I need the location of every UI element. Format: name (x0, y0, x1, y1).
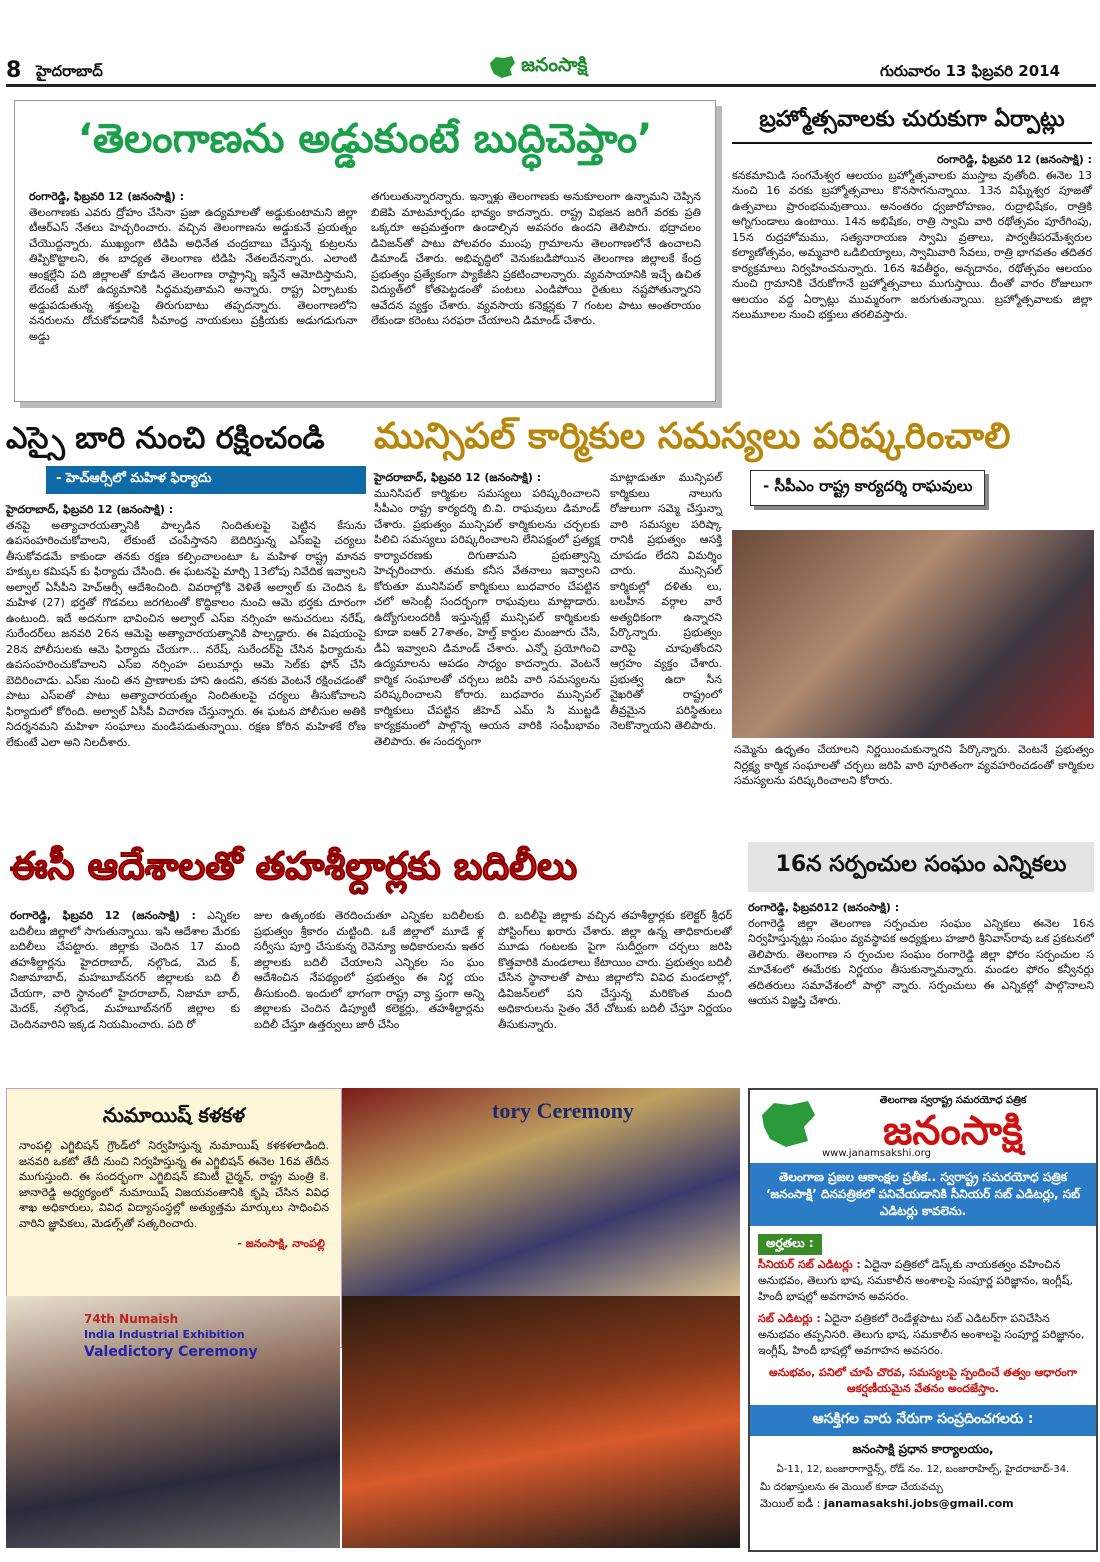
story-transfers-col1 (10, 908, 240, 1032)
masthead-logo-text: జనంసాక్షి (521, 54, 588, 76)
story-transfers-col3 (498, 908, 732, 1032)
story-telangana-headline: ‘తెలంగాణను అడ్డుకుంటే బుద్ధిచెప్తాం’ (77, 116, 653, 162)
story-telangana (14, 100, 716, 402)
story-municipal-text3: సమ్మెను ఉధృతం చేయాలని నిర్ణయించుకున్నారని పేర్కొన్నారు. వెంటనే ప్రభుత్వం నిర్లక్ష్య కార్మిక సంఘాలతో చర్చలు జరిపి వారి పూరితంగా వ్యవహరించడంతో కార్మికుల సమస్యలను పరిష్కరించాలని కోరారు. (734, 743, 1094, 787)
story-municipal-headline: మున్సిపల్ కార్మికుల సమస్యలు పరిష్కరించాలి (374, 416, 1011, 457)
story-telangana-col2 (371, 189, 701, 329)
telangana-map-icon (488, 55, 516, 79)
story-brahmotsavam-dateline: రంగారెడ్డి, ఫిబ్రవరి 12 (జనంసాక్షి) : (937, 153, 1092, 166)
photo-banner-text: tory Ceremony (492, 1098, 634, 1123)
ad-q1-label: సీనియర్ సబ్ ఎడిటర్లు : (758, 1258, 861, 1271)
ad-header (750, 1090, 1096, 1154)
story-si-headline: ఎస్సై బారి నుంచి రక్షించండి (6, 421, 325, 456)
recruitment-ad (748, 1088, 1098, 1552)
ad-logo: జనంసాక్షి (883, 1108, 1023, 1154)
story-brahmotsavam-text: కనకమామిడి సంగమేశ్వర ఆలయం బ్రహ్మోత్సవాలకు ముస్తాబ వుతోంది. ఈనెల 13 నుంచి 16 వరకు బ్రహ్మోత్సవాలు కొనసాగనున్నాయి. 13న విఘ్నేశ్వర పూజతో ఉత్సవాలు ప్రారంభమవుతాయి. అనంతరం ధ్వజారోహణం, రుద్రాభిషేకం, రాత్రికి అగ్నిగుండాలు ఉంటాయి. 14న అభిషేకం, రాత్రి స్వామి వారి రథోత్సవం పూరేగింపు, 15న రుద్రహోమము, సత్యనారాయణ స్వామి వ్రతాలు, పార్వతీపరమేశ్వరుల కల్యాణోత్సవం, అమ్మవారి ఒడిబియ్యాలు, స్వామివారి సేవలు, రాత్రి భాగవతం తదితర కార్యక్రమాలు నిర్వహించనున్నారు. 16న శివతీర్థం, అన్నదానం, రథోత్సవం ఆలయం నుంచి గ్రామానికి చేరుకోగానే బ్రహ్మోత్సవాలు ముగుస్తాయి. దీంతో వారం రోజులుగా ఆలయం వద్ద ఏర్పాట్లు ముమ్మరంగా జరుగుతున్నాయి. బ్రహ్మోత్సవాలకు జిల్లా నలుమూలల నుంచి భక్తులు తరలివస్తారు. (732, 168, 1092, 321)
story-transfers-text3: ది. బదిలీపై జిల్లాకు వచ్చిన తహశీల్దార్లకు కలెక్టర్ శ్రీధర్ పోస్టింగ్‌లు ఖరారు చేశారు. జిల్లా ఉన్న తాధికారులతో మూడు గంటలకు పైగా సుదీర్ఘంగా చర్చలు జరిపి కొత్తవారికి మండలాలు కేటాయిం చారు. ప్రభుత్వం బదిలీ చేసిన స్థానాలతో పాటు జిల్లాలోని వివిధ మండలాల్లో, డివిజన్‌లలో పని చేస్తున్న మరికొంత మంది అధికారులను సైతం వేరే చోటుకు బదిలీ చేస్తూ నిర్ణయం తీసుకున్నారు. (498, 909, 732, 1031)
ad-email-label: మెయిల్ ఐడీ : (760, 1497, 821, 1510)
story-sarpanch (748, 842, 1094, 1078)
story-si-text: తనపై అత్యాచారయత్నానికి పాల్పడిన నిందితులపై పెట్టిన కేసును ఉపసంహరించుకోవాలని, లేకుంటే చంపేస్తానని బెదిరిస్తున్న ఎస్ఐపై చర్యలు తీసుకోవడమే కాకుండా తనకు రక్షణ కల్పించాలంటూ ఓ మహిళ రాష్ట్ర మానవ హక్కుల కమిషన్ కు ఫిర్యాదు చేసింది. ఈ ఘటనపై మార్చి 13లోపు నివేదిక ఇవ్వాలని అల్వాల్ ఏసీపీని హెచ్ఆర్సీ ఆదేశించింది. వివరాల్లోకి వెళితే అల్వాల్ కు చెందిన ఓ మహిళ (27) భర్తతో గొడవలు జరగటంతో కొద్దికాలం నుంచి ఆమె భర్తకు దూరంగా ఉంటుంది. ఇదే అదనుగా భావించిన అల్వాల్ ఎస్ఐ నర్సింహ అనుచరులు నరేష్, సురేందర్‌లు జనవరి 26న ఆమెపై అత్యాచారయత్నానికి పాల్పడ్డారు. ఈ విషయంపై 28న పోలీసులకు ఆమె ఫిర్యాదు చేయగా... నరేష్, సురేందర్‌పై చేసిన ఫిర్యాదును ఉపసంహరించుకోవాలని ఎస్ఐ నర్సింహ పలుమార్లు ఆమె సెల్‌కు ఫోన్ చేసి బెదిరించాడు. ఎస్ఐ నుంచి తన ప్రాణాలకు హాని ఉందని, తనకు వెంటనే రక్షించడంతో పాటు ఎస్ఐతో పాటు అత్యాచారయత్నం నిందితులపై చర్యలు తీసుకోవాలని ఫిర్యాదులో కోరింది. అల్వాల్ ఏసీపీ విచారణ చేస్తున్నారు. ఈ ఘటన పోలీసుల అతికి నిదర్శనమని మహిళా సంఘాలు మండిపడుతున్నాయి. రక్షణ కోరిన మహిళకే రోణ లేకుంటే ఎలా అని నిలదీశారు. (6, 518, 366, 749)
numaish-ceremony-photo-1 (342, 1088, 740, 1296)
story-municipal (374, 412, 1096, 832)
issue-date: గురువారం 13 ఫిబ్రవరి 2014 (880, 62, 1061, 80)
story-telangana-text2: తగులుతున్నారన్నారు. ఇన్నాళ్లు తెలంగాణకు అనుకూలంగా ఉన్నామని చెప్పిన బిజెపి మాటమార్చడం భావ్యం కాదన్నారు. రాష్ట్ర విభజన జరిగే వరకు ప్రతి ఒక్కరూ అప్రమత్తంగా ఉండాల్సిన అవసరం ఉందని తెలిపారు. భద్రాచలం డివిజన్‌తో పాటు పోలవరం ముంపు గ్రామాలను తెలంగాణలోనే ఉంచాలని డిమాండ్ చేశారు. అభివృద్ధిలో వెనుకబడిపోయిన తెలంగాణ జిల్లాలకే కేంద్ర ప్రభుత్వం ప్రత్యేకంగా ప్యాకేజీని ప్రకటించాలన్నారు. వ్యవసాయానికి ఇచ్చే ఉచిత విద్యుత్‌లో కోతపెట్టడంతో పంటలు ఎండిపోయి రైతులు నష్టపోతున్నారని ఆవేదన వ్యక్తం చేశారు. వ్యవసాయ కనెక్షన్లకు 7 గంటల పాటు అంతరాయం లేకుండా కరెంటు సరఫరా చేయాలని డిమాండ్ చేశారు. (371, 190, 701, 327)
story-sarpanch-headline: 16న సర్పంచుల సంఘం ఎన్నికలు (775, 852, 1067, 877)
section-city: హైదరాబాద్ (36, 62, 103, 80)
story-municipal-text2: మాట్లాడుతూ మున్సిపల్ కార్మికులు నాలుగు రోజులుగా సమ్మె చేస్తున్నా వారి సమస్యల పరిష్కా రానికి ప్రభుత్వం ఆసక్తి చూపడం లేదని విమర్శిం చారు. మున్సిపల్ కార్మికుల్లో దళితు లు, బలహీన వర్గాల వారే అత్యధికంగా ఉన్నారని పేర్కొన్నారు. ప్రభుత్వం వారిపై చూపుతోందని ఆగ్రహం వ్యక్తం చేశారు. ప్రభుత్వ ఉదా సీన వైఖరితో రాష్ట్రంలో తీవ్రమైన పరిస్థితులు నెలకొన్నాయని తెలిపారు. (610, 471, 722, 732)
story-sarpanch-text: రంగారెడ్డి జిల్లా తెలంగాణ సర్పంచుల సంఘం ఎన్నికలు ఈనెల 16న నిర్వహిస్తున్నట్లు సంఘం వ్యవస్థాపక అధ్యక్షులు హజారి శ్రీనివాస్‌రావు ఒక ప్రకటనలో తెలిపారు. తెలంగాణ స ర్పంచుల సంఘం రంగారెడ్డి జిల్లా ఫోరం సర్పంచుల స మావేశంలో ఈమేరకు నిర్ణయం తీసుకున్నామన్నారు. మండల ఫోరం కన్వీనర్లు తదితరులు సమావేశంలో పాల్గొ న్నారు. సర్పంచులు ఈ ఎన్నికల్లో పాల్గొనాలని ఆయన విజ్ఞప్తి చేశారు. (748, 916, 1094, 1007)
story-brahmotsavam (732, 100, 1092, 400)
ad-address: ఏ-11, 12, బంజారాగార్డెన్స్, రోడ్ నం. 12, బంజారాహిల్స్, హైదరాబాద్-34. (776, 1464, 1070, 1475)
ad-email-row (750, 1497, 1096, 1513)
protest-photo (732, 530, 1094, 738)
telangana-map-icon (758, 1099, 818, 1149)
numaish-crowd-photo (342, 1296, 740, 1548)
story-transfers-text2: జుల ఉత్కంఠకు తెరదించుతూ ఎన్నికల బదిలీలకు ప్రభుత్వం శ్రీకారం చుట్టింది. ఒకే జిల్లాలో మూడే ళ్ల సర్వీసు పూర్తి చేసుకున్న రెవెన్యూ అధికారులను ఇతర జిల్లాలకు బదిలీ చేయాలని ఎన్నికల సం ఘం ఆదేశించిన నేపథ్యంలో ప్రభుత్వం ఈ నిర్ణ యం తీసుకుంది. ఇందులో భాగంగా రాష్ట్ర వ్యా ప్తంగా అన్ని జిల్లాలకు చెందిన డిప్యూటీ కలెక్టర్లు, తహశీల్దార్లను బదిలీ చేస్తూ ఉత్తర్వులు జారీ చేసిం (254, 909, 484, 1031)
ad-website: www.janamsakshi.org (822, 1148, 931, 1159)
ad-tagline: తెలంగాణ స్వరాష్ట్ర సమరయోధ పత్రిక (879, 1095, 1027, 1106)
ad-q2-label: సబ్ ఎడిటర్లు : (758, 1312, 821, 1325)
stage-text-1: 74th Numaish (84, 1312, 179, 1326)
stage-text-3: Valedictory Ceremony (84, 1344, 258, 1360)
story-municipal-col1 (374, 470, 600, 749)
ad-contact-title: ఆసక్తిగల వారు నేరుగా సంప్రదించగలరు : (750, 1405, 1096, 1436)
story-municipal-dateline: హైదరాబాద్, ఫిబ్రవరి 12 (జనంసాక్షి) : (374, 471, 542, 484)
story-sarpanch-dateline: రంగారెడ్డి, ఫిబ్రవరి12 (జనంసాక్షి) : (748, 901, 900, 914)
story-telangana-dateline: రంగారెడ్డి, ఫిబ్రవరి 12 (జనంసాక్షి) : (29, 190, 184, 203)
ad-email[interactable]: janamasakshi.jobs@gmail.com (823, 1497, 1014, 1510)
story-telangana-text1: తెలంగాణకు ఎవరు ద్రోహం చేసినా ప్రజా ఉద్యమాలతో అడ్డుకుంటామని జిల్లా టీఆర్ఎస్ నేతలు హెచ్చరించారు. వచ్చిన తెలంగాణను అడ్డుకునే ప్రయత్నం చేయొద్దన్నారు. ముఖ్యంగా టిడిపి అధినేత చంద్రబాబు చేస్తున్న కుట్రలను తిప్పికొట్టాలని, ఈ బాధ్యత తెలంగాణ టిడిపి నేతలదేనన్నారు. ఎలాంటి ఆంక్షల్లేని పది జిల్లాలతో కూడిన తెలంగాణ రాష్ట్రాన్ని ఇస్తేనే ఆమోదిస్తామని, లేదంటే మరో ఉద్యమానికి సిద్ధమవుతామని అన్నారు. రాష్ట్ర ఏర్పాటుకు అడ్డుపడుతున్న శక్తులపై తిరుగుబాటు తప్పదన్నారు. తెలంగాణలోని వనరులను దోచుకోవడానికే సీమాంధ్ర నాయకులు ప్రక్రియకు అడుగడుగునా అడ్డు (29, 205, 357, 343)
numaish-ceremony-photo-2 (6, 1296, 340, 1548)
story-municipal-subhead: - సీపీఎం రాష్ట్ర కార్యదర్శి రాఘవులు (750, 470, 985, 506)
story-numaish-credit: - జనంసాక్షి, నాంపల్లి (237, 1237, 325, 1250)
story-transfers-dateline: రంగారెడ్డి, ఫిబ్రవరి 12 (జనంసాక్షి) : (10, 909, 196, 922)
story-transfers-col2 (254, 908, 484, 1032)
ad-qualifications-title: అర్హతలు : (758, 1234, 822, 1255)
ad-q2-text: ఏదైనా పత్రికలో రెండేళ్లపాటు సబ్ ఎడిటర్‌గా పనిచేసిన అనుభవం తప్పనిసరి. తెలుగు భాష, సమకాలీన అంశాలపై సంపూర్ణ పరిజ్ఞానం, ఇంగ్లీష్, హిందీ భాషల్లో అవగాహన అవసరం. (758, 1312, 1085, 1357)
story-numaish-headline: నుమాయిష్ కళకళ (102, 1103, 246, 1127)
stage-text-2: India Industrial Exhibition (84, 1328, 245, 1341)
story-si-dateline: హైదరాబాద్, ఫిబ్రవరి 12 (జనంసాక్షి) : (6, 503, 174, 516)
ad-q1-text: ఏదైనా పత్రికలో డెస్క్‌కు నాయకత్వం వహించిన అనుభవం, తెలుగు భాష, సమకాలీన అంశాలపై సంపూర్ణ పరిజ్ఞానం, ఇంగ్లీష్, హిందీ భాషల్లో అవగాహన అవసరం. (758, 1258, 1073, 1303)
story-telangana-col1 (29, 189, 357, 344)
story-numaish-text: నాంపల్లి ఎగ్జిబిషన్ గ్రౌండ్‌లో నిర్వహిస్తున్న నుమాయిష్ కళకళలాడింది. జనవరి ఒకటో తేదీ నుంచి నిర్వహిస్తున్న ఈ ఎగ్జిబిషన్ ఈనెల 16వ తేదీన ముగుస్తుంది. ఈ సందర్భంగా ఎగ్జిబిషన్ కమిటీ చైర్మన్, రాష్ట్ర మంత్రి కె. జానారెడ్డి అధ్యర్యంలో నుమాయిష్ విజయవంతానికి కృషి చేసిన వివిధ శాఖ అధికారులు, వివిధ విద్యాసంస్థల్లో అత్యుత్తమ మార్కులు సాధించిన వారిని జ్ఞాపికలు, మెడల్స్‌తో సత్కరించారు. (19, 1139, 329, 1230)
page-header (0, 0, 1100, 92)
divider (732, 142, 1092, 144)
ad-qualification-1 (750, 1257, 1096, 1305)
masthead-logo (488, 54, 618, 80)
ad-email-note: మీ దరఖాస్తులను ఈ మెయిల్ కూడా చేయవచ్చు (760, 1482, 943, 1493)
story-transfers-text1: ఎన్నికల బదిలీలు జిల్లాలో సాగుతున్నాయి. ఇసి ఆదేశాల మేరకు బదిలీలు చేపట్టారు. జిల్లాకు చెందిన 17 మంది తహశీల్దార్లను హైదరాబాద్, నల్గొండ, మెద క్, నిజామాబాద్, మహబూబ్‌నగర్ జిల్లాలకు బది లీ చేయగా, వారి స్థానంలో హైదరాబాద్, నిజామా బాద్, మెదక్, నల్గొండ, మహబూబ్‌నగర్ జిల్లాల కు చెందినవారిని ఇక్కడ నియమించారు. పది రో (10, 909, 240, 1031)
story-transfers (6, 836, 736, 1084)
story-sarpanch-header (748, 842, 1094, 892)
story-transfers-headline: ఈసీ ఆదేశాలతో తహశీల్దార్లకు బదిలీలు (10, 844, 578, 888)
ad-qualification-2 (750, 1311, 1096, 1359)
story-si (6, 418, 366, 830)
story-si-subhead: - హెచ్ఆర్సీలో మహిళ ఫిర్యాదు (46, 466, 366, 494)
page-number: 8 (6, 58, 22, 83)
header-rule (6, 84, 1096, 87)
ad-note: అనుభవం, పనిలో చూపే చొరవ, సమస్యలపై స్పందించే తత్వం ఆధారంగా ఆకర్షణీయమైన వేతనం అందజేస్తాం. (769, 1366, 1077, 1395)
story-brahmotsavam-headline: బ్రహ్మోత్సవాలకు చురుకుగా ఏర్పాట్లు (759, 107, 1065, 132)
story-municipal-col2 (610, 470, 722, 734)
story-municipal-text1: మునిసిపల్ కార్మికుల సమస్యలు పరిష్కరించాలని సీపీఎం రాష్ట్ర కార్యదర్శి బి.వి. రాఘవులు డిమాండ్ చేశారు. ప్రభుత్వం మున్సిపల్ కార్మికులను చర్చలకు పిలిచి సమస్యలు పరిష్కరించాలని లేనిపక్షంలో ప్రత్యక్ష కార్యాచరణకు దిగుతామని ప్రభుత్వాన్ని హెచ్చరించారు. తమకు కనీస వేతనాలు ఇవ్వాలని కోరుతూ మునిసిపల్ కార్మికులు బుధవారం చేపట్టిన చలో అసెంబ్లీ సందర్భంగా రాఘవులు మాట్లాడారు. ఉద్యోగులందరికీ ఇస్తున్నట్లే మున్సిపల్ కార్మికులకు కూడా ఐఆర్ 27శాతం, హెల్త్ కార్డుల మంజూరు చేసి, డీఏ ఇవ్వాలని డిమాండ్ చేశారు. ఎన్నో ప్రయోగించి ఉద్యమాలను ఆపడం సాధ్యం కాదన్నారు. వెంటనే కార్మిక సంఘాలతో చర్చలు జరిపి వారి సమస్యలను పరిష్కరించాలని కోరారు. బుధవారం మున్సిపల్ కార్మికులు చేపట్టిన జీహెచ్ ఎమ్ సి ముట్టడి కార్యక్రమంలో పాల్గొన్న ఆయన వారికి సంఘీభావం తెలిపారు. ఈ సందర్భంగా (374, 486, 600, 748)
story-municipal-col3 (734, 742, 1094, 789)
ad-intro: తెలంగాణ ప్రజల ఆకాంక్షల ప్రతీక.. స్వరాష్ట్ర సమరయోధ పత్రిక ‘జనంసాక్షి’ దినపత్రికలో పనిచేయడానికి సీనియర్ సబ్ ఎడిటర్లు, సబ్ ఎడిటర్లు కావలెను. (750, 1163, 1096, 1226)
ad-office: జనంసాక్షి ప్రధాన కార్యాలయం, (852, 1442, 994, 1456)
